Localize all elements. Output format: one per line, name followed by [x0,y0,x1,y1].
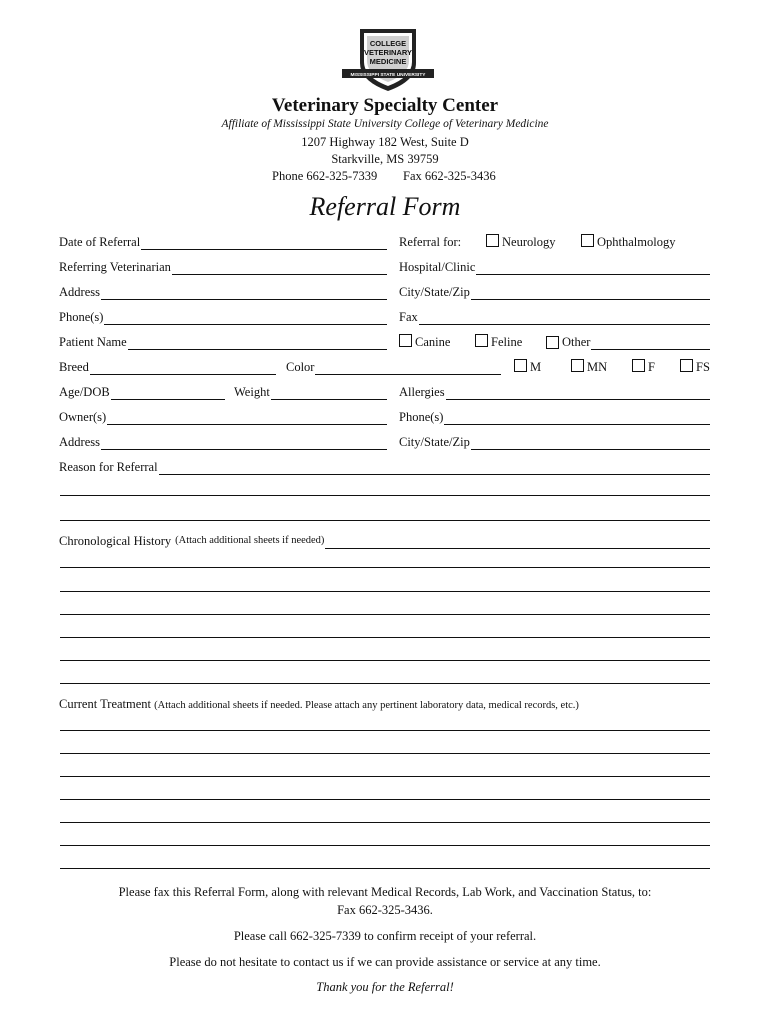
fax-text: Fax 662-325-3436 [403,169,496,183]
date-of-referral-label: Date of Referral [59,235,141,249]
hospital-line[interactable] [476,262,710,275]
other-box[interactable] [546,336,559,349]
sex-fs-label: FS [696,360,710,374]
treatment-note: (Attach additional sheets if needed. Please attach any pertinent laboratory data, medical records, etc.) [154,700,579,711]
age-dob-label: Age/DOB [59,385,110,399]
age-dob-line[interactable] [111,387,225,400]
reason-line-2[interactable] [60,495,710,496]
address-line-2: Starkville, MS 39759 [331,152,439,166]
history-line-6[interactable] [60,660,710,661]
owner-city-field[interactable] [399,434,710,450]
owners-line[interactable] [107,412,387,425]
breed-label: Breed [59,360,89,374]
history-line[interactable] [325,536,710,549]
sex-mn-label: MN [587,360,608,374]
vet-phone-field[interactable] [59,309,387,325]
history-label: Chronological History [59,534,172,548]
color-line[interactable] [315,362,501,375]
color-field[interactable] [286,359,501,375]
hospital-field[interactable] [399,259,710,275]
sex-f-label: F [648,360,655,374]
vet-phone-label: Phone(s) [59,310,104,324]
reason-line[interactable] [159,462,710,475]
reason-line-3[interactable] [60,520,710,521]
treatment-line-4[interactable] [60,799,710,800]
history-line-5[interactable] [60,637,710,638]
phone-text: Phone 662-325-7339 [272,169,378,183]
patient-name-label: Patient Name [59,335,127,349]
address-line-1: 1207 Highway 182 West, Suite D [301,135,469,149]
treatment-line-2[interactable] [60,753,710,754]
svg-text:COLLEGE: COLLEGE [369,39,407,48]
vet-fax-label: Fax [399,310,418,324]
history-line-2[interactable] [60,567,710,568]
owners-label: Owner(s) [59,410,107,424]
other-species-field[interactable] [546,334,710,350]
vet-city-line[interactable] [471,287,710,300]
owner-phone-label: Phone(s) [399,410,444,424]
treatment-line-1[interactable] [60,730,710,731]
feline-box[interactable] [475,334,488,347]
footer-thank-you: Thank you for the Referral! [316,980,454,994]
patient-name-line[interactable] [128,337,387,350]
sex-f-box[interactable] [632,359,645,372]
footer-call-confirm: Please call 662-325-7339 to confirm receipt of your referral. [233,929,537,943]
allergies-field[interactable] [399,384,710,400]
vet-fax-field[interactable] [399,309,710,325]
age-dob-field[interactable] [59,384,225,400]
history-line-4[interactable] [60,614,710,615]
referring-vet-line[interactable] [172,262,387,275]
reason-label: Reason for Referral [59,460,158,474]
breed-field[interactable] [59,359,276,375]
neurology-box[interactable] [486,234,499,247]
form-title: Referral Form [309,192,461,221]
treatment-line-3[interactable] [60,776,710,777]
vet-city-label: City/State/Zip [399,285,470,299]
owner-city-line[interactable] [471,437,710,450]
referring-vet-label: Referring Veterinarian [59,260,171,274]
treatment-header [59,696,579,712]
svg-text:MISSISSIPPI STATE UNIVERSITY: MISSISSIPPI STATE UNIVERSITY [350,73,426,78]
owner-phone-field[interactable] [399,409,710,425]
footer-contact-us: Please do not hesitate to contact us if we can provide assistance or service at any time. [169,955,601,969]
sex-mn-box[interactable] [571,359,584,372]
canine-box[interactable] [399,334,412,347]
sex-m-label: M [530,360,542,374]
treatment-label: Current Treatment [59,697,152,711]
owner-address-label: Address [59,435,100,449]
treatment-line-5[interactable] [60,822,710,823]
neurology-checkbox[interactable] [486,234,555,250]
date-of-referral-field[interactable] [59,234,387,250]
hospital-label: Hospital/Clinic [399,260,476,274]
owner-address-field[interactable] [59,434,387,450]
history-line-3[interactable] [60,591,710,592]
owner-city-label: City/State/Zip [399,435,470,449]
date-of-referral-line[interactable] [141,237,387,250]
other-line[interactable] [591,337,710,350]
other-label: Other [562,335,591,349]
allergies-label: Allergies [399,385,445,399]
svg-text:VETERINARY: VETERINARY [363,48,413,57]
ophthalmology-checkbox[interactable] [581,234,675,250]
reason-field[interactable] [59,459,710,475]
sex-fs-box[interactable] [680,359,693,372]
vet-city-field[interactable] [399,284,710,300]
color-label: Color [286,360,315,374]
owners-field[interactable] [59,409,387,425]
sex-m-box[interactable] [514,359,527,372]
footer-fax-number: Fax 662-325-3436. [337,903,433,917]
owner-phone-line[interactable] [444,412,710,425]
ophthalmology-box[interactable] [581,234,594,247]
vet-phone-line[interactable] [104,312,387,325]
treatment-line-7[interactable] [60,868,710,869]
feline-checkbox[interactable] [475,334,522,350]
ophthalmology-label: Ophthalmology [597,235,676,249]
canine-checkbox[interactable] [399,334,450,350]
owner-address-line[interactable] [101,437,387,450]
treatment-line-6[interactable] [60,845,710,846]
history-line-7[interactable] [60,683,710,684]
vet-address-line[interactable] [101,287,387,300]
history-note: (Attach additional sheets if needed) [175,535,325,546]
sex-m-checkbox[interactable] [514,359,541,375]
sex-fs-checkbox[interactable] [680,359,710,375]
sex-mn-checkbox[interactable] [571,359,607,375]
weight-label: Weight [234,385,270,399]
weight-field[interactable] [234,384,387,400]
allergies-line[interactable] [446,387,710,400]
neurology-label: Neurology [502,235,556,249]
org-name: Veterinary Specialty Center [271,95,499,116]
history-field[interactable] [59,533,710,549]
svg-text:MEDICINE: MEDICINE [369,57,407,66]
college-logo [340,25,436,95]
referral-for-label: Referral for: [399,235,462,249]
feline-label: Feline [491,335,523,349]
canine-label: Canine [415,335,451,349]
vet-fax-line[interactable] [419,312,710,325]
affiliation-text: Affiliate of Mississippi State University College of Veterinary Medicine [221,118,549,130]
footer-fax-instructions: Please fax this Referral Form, along with relevant Medical Records, Lab Work, and Vaccination Status, to: [118,885,652,899]
patient-name-field[interactable] [59,334,387,350]
weight-line[interactable] [271,387,387,400]
breed-line[interactable] [90,362,276,375]
sex-f-checkbox[interactable] [632,359,655,375]
referring-vet-field[interactable] [59,259,387,275]
vet-address-field[interactable] [59,284,387,300]
vet-address-label: Address [59,285,100,299]
